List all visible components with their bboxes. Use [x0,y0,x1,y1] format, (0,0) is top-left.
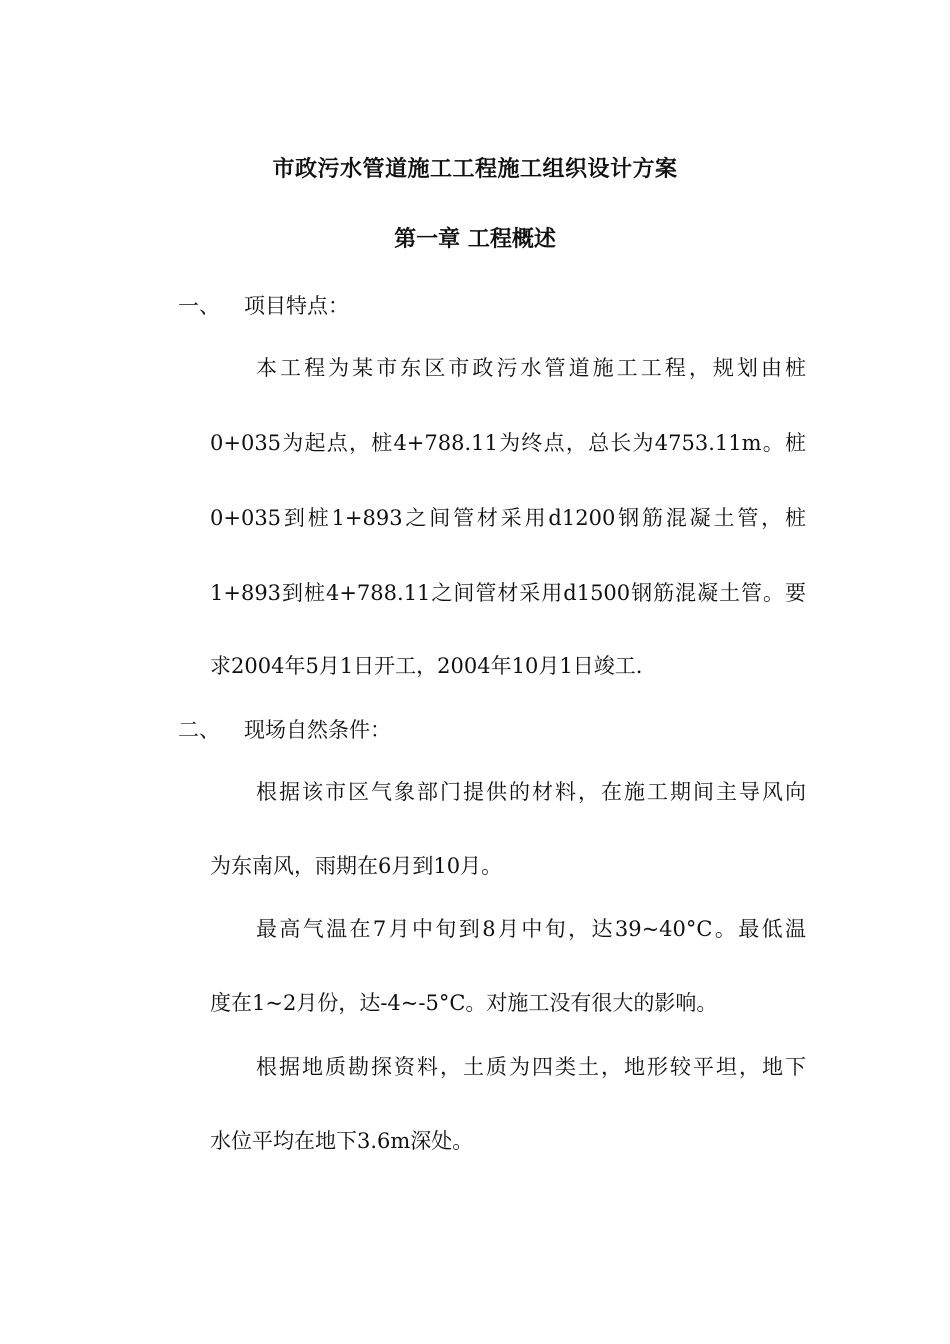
paragraph-line: 最高气温在7月中旬到8月中旬，达39~40°C。最低温 [256,917,806,941]
paragraph-line: 为东南风，雨期在6月到10月。 [210,854,503,878]
document-title: 市政污水管道施工工程施工组织设计方案 [272,156,678,182]
chapter-title: 第一章 工程概述 [394,226,556,252]
section-heading-2 [178,714,391,744]
paragraph-line: 求2004年5月1日开工，2004年10月1日竣工. [210,654,643,678]
section-title: 项目特点： [244,294,349,318]
paragraph-line: 根据地质勘探资料，土质为四类土，地形较平坦，地下 [256,1055,806,1079]
section-number: 一、 [178,294,220,318]
paragraph-line: 本工程为某市东区市政污水管道施工工程，规划由桩 [256,356,806,380]
paragraph-line: 1+893到桩4+788.11之间管材采用d1500钢筋混凝土管。要 [210,581,806,605]
paragraph-line: 水位平均在地下3.6m深处。 [210,1129,474,1153]
paragraph-line: 根据该市区气象部门提供的材料，在施工期间主导风向 [256,780,806,804]
paragraph-line: 0+035到桩1+893之间管材采用d1200钢筋混凝土管，桩 [210,506,806,530]
paragraph-line: 0+035为起点，桩4+788.11为终点，总长为4753.11m。桩 [210,431,806,455]
section-title: 现场自然条件： [244,718,391,742]
section-number: 二、 [178,718,220,742]
section-heading-1 [178,290,349,320]
paragraph-line: 度在1~2月份，达-4~-5°C。对施工没有很大的影响。 [210,991,718,1015]
